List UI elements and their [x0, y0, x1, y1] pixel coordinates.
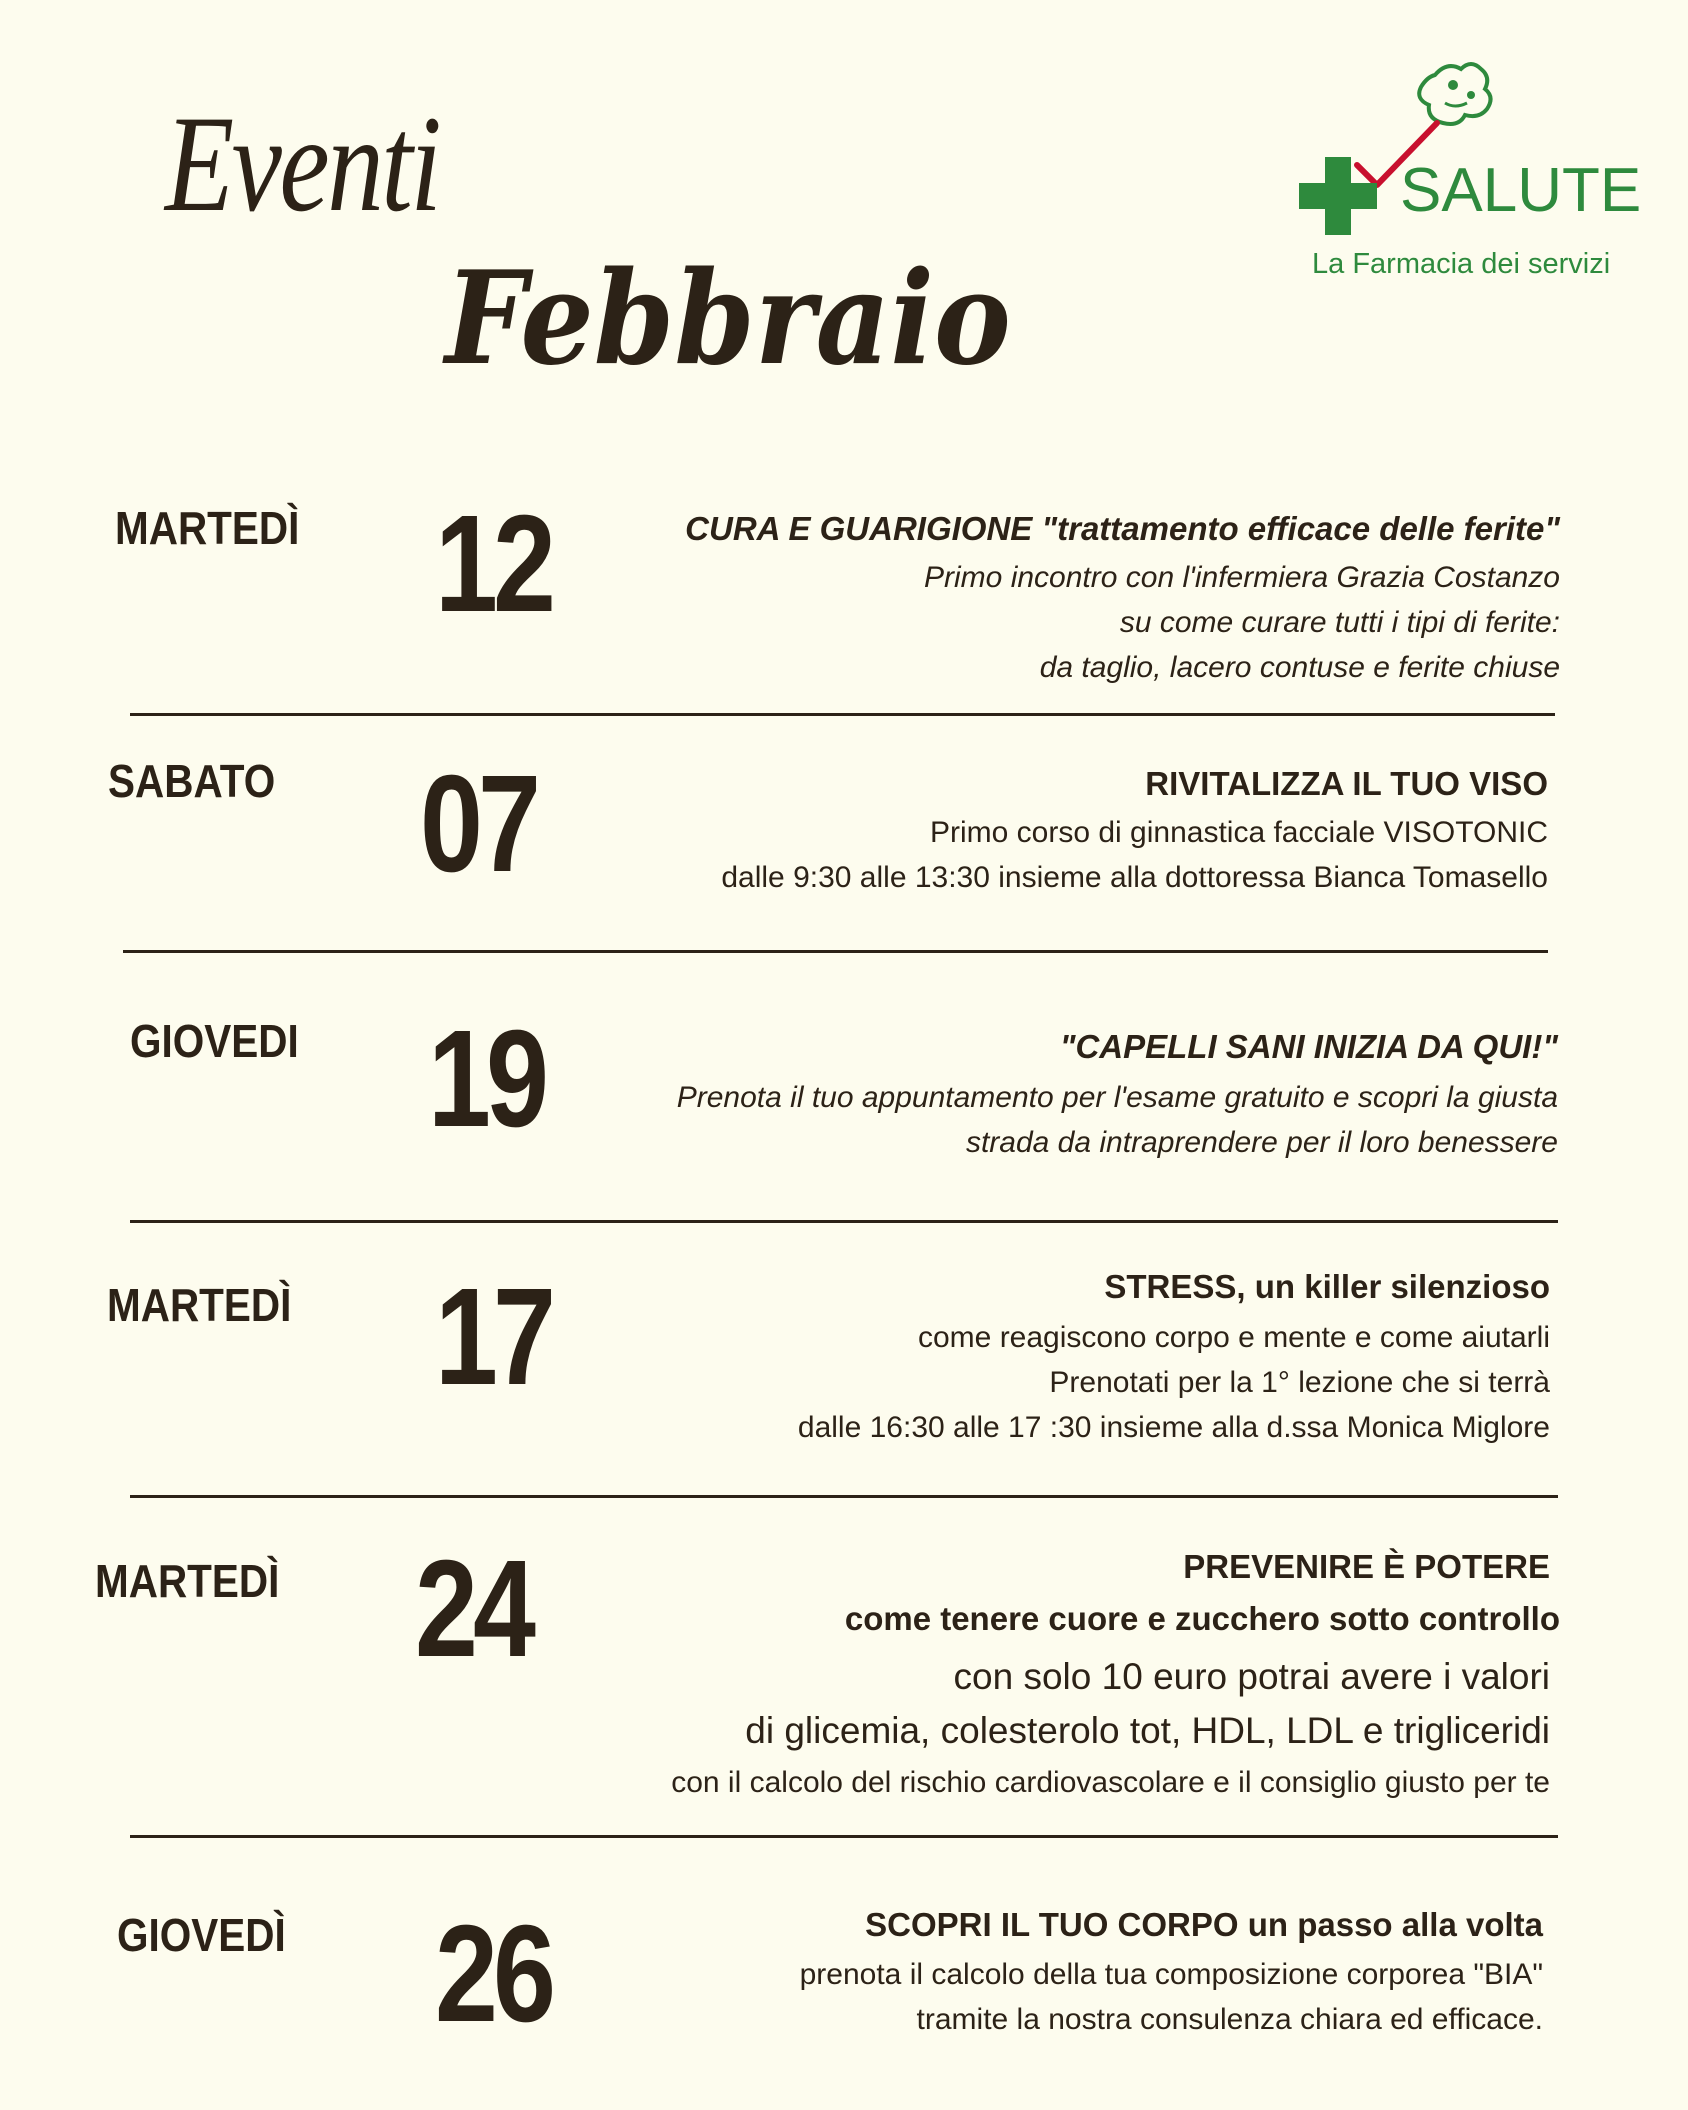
- event-1-line-1: Primo incontro con l'infermiera Grazia Costanzo: [924, 561, 1560, 594]
- event-3-day: GIOVEDI: [130, 1015, 299, 1067]
- divider: [123, 950, 1548, 953]
- event-2-line-1: Primo corso di ginnastica facciale VISOTONIC: [929, 816, 1548, 849]
- event-6-line-1: prenota il calcolo della tua composizione corporea "BIA": [799, 1958, 1543, 1991]
- event-1-line-2: su come curare tutti i tipi di ferite:: [1119, 606, 1560, 639]
- cross-icon: [1299, 157, 1377, 235]
- event-5-line-2: di glicemia, colesterolo tot, HDL, LDL e trigliceridi: [745, 1710, 1550, 1751]
- event-5-line-3: con il calcolo del rischio cardiovascolare e il consiglio giusto per te: [671, 1766, 1550, 1799]
- logo-tagline: La Farmacia dei servizi: [1312, 248, 1611, 280]
- event-2-date: 07: [420, 747, 537, 901]
- event-1-date: 12: [435, 487, 552, 641]
- event-6-date: 26: [435, 1897, 552, 2051]
- event-1-day: MARTEDÌ: [115, 502, 300, 554]
- event-3-line-1: Prenota il tuo appuntamento per l'esame gratuito e scopri la giusta: [676, 1081, 1558, 1114]
- event-5-line-1: con solo 10 euro potrai avere i valori: [953, 1656, 1550, 1697]
- event-6-day: GIOVEDÌ: [117, 1909, 286, 1961]
- event-4-date: 17: [435, 1260, 552, 1414]
- dragon-ornament-icon: [1419, 64, 1490, 124]
- event-6-line-2: tramite la nostra consulenza chiara ed efficace.: [916, 2003, 1543, 2036]
- event-5-title: PREVENIRE È POTERE: [1183, 1548, 1550, 1585]
- event-1-title: CURA E GUARIGIONE "trattamento efficace delle ferite": [685, 510, 1560, 547]
- event-1-line-3: da taglio, lacero contuse e ferite chiuse: [1039, 651, 1560, 684]
- event-4-day: MARTEDÌ: [107, 1279, 292, 1331]
- event-3-date: 19: [428, 1002, 545, 1156]
- divider: [130, 713, 1555, 716]
- event-4-line-3: dalle 16:30 alle 17 :30 insieme alla d.ssa Monica Miglore: [797, 1411, 1550, 1444]
- event-3-line-2: strada da intraprendere per il loro benessere: [965, 1126, 1558, 1159]
- event-5-day: MARTEDÌ: [95, 1555, 280, 1607]
- event-4-title: STRESS, un killer silenzioso: [1104, 1268, 1550, 1305]
- logo-brand: SALUTE: [1400, 156, 1642, 225]
- event-3-title: "CAPELLI SANI INIZIA DA QUI!": [1059, 1028, 1558, 1065]
- event-5-date: 24: [415, 1532, 532, 1686]
- divider: [130, 1835, 1558, 1838]
- event-4-line-1: come reagiscono corpo e mente e come aiutarli: [918, 1321, 1550, 1354]
- event-2-title: RIVITALIZZA IL TUO VISO: [1145, 765, 1548, 802]
- event-6-title: SCOPRI IL TUO CORPO un passo alla volta: [865, 1906, 1543, 1943]
- page-title-month: Febbraio: [445, 244, 1011, 394]
- event-2-line-2: dalle 9:30 alle 13:30 insieme alla dottoressa Bianca Tomasello: [721, 861, 1548, 894]
- divider: [130, 1495, 1558, 1498]
- page-title-eventi: Eventi: [165, 87, 440, 240]
- event-2-day: SABATO: [108, 755, 276, 807]
- divider: [130, 1220, 1558, 1223]
- event-5-subtitle: come tenere cuore e zucchero sotto controllo: [844, 1600, 1560, 1637]
- event-4-line-2: Prenotati per la 1° lezione che si terrà: [1049, 1366, 1550, 1399]
